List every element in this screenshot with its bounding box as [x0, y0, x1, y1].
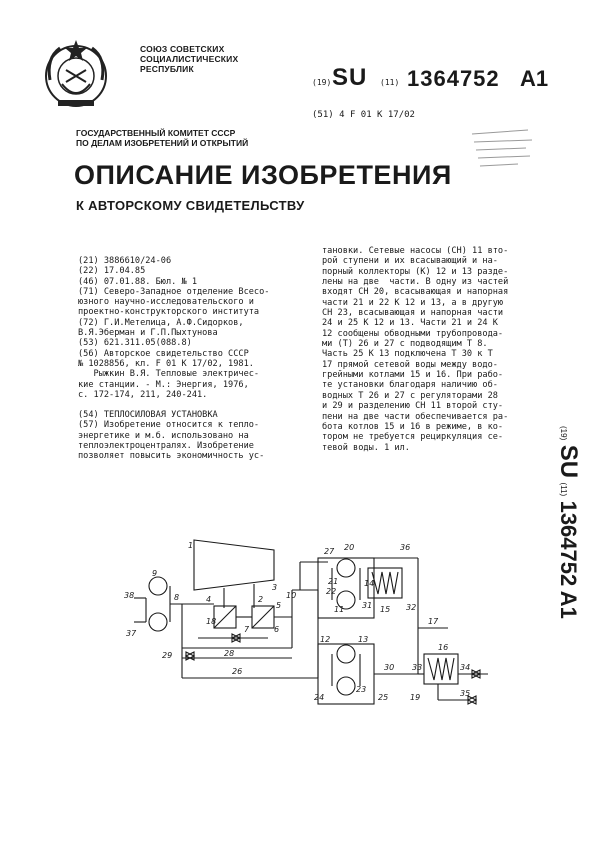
fig-label: 17 [428, 617, 439, 626]
abstract-line: грейными котлами 15 и 16. При рабо- [322, 370, 504, 381]
document-subtitle: К АВТОРСКОМУ СВИДЕТЕЛЬСТВУ [76, 198, 305, 213]
fig-label: 31 [362, 601, 373, 610]
fig-label: 33 [412, 663, 423, 672]
abstract-line: входят СН 20, всасывающая и напорная [322, 287, 509, 298]
bib-line: (56) Авторское свидетельство СССР [78, 348, 249, 359]
boiler-16 [424, 654, 458, 684]
bib-line: позволяет повысить экономичность ус- [78, 451, 265, 462]
library-stamp [468, 124, 538, 174]
bib-line [78, 400, 310, 410]
committee-line: ГОСУДАРСТВЕННЫЙ КОМИТЕТ СССР [76, 128, 236, 138]
fig-label: 24 [314, 693, 325, 702]
bib-line: (71) Северо-Западное отделение Всесо- [78, 286, 270, 297]
fig-label: 7 [244, 625, 250, 634]
abstract-line: рой ступени и их всасывающий и на- [322, 256, 498, 267]
side-patent-code [538, 426, 588, 686]
fig-label: 12 [320, 635, 331, 644]
ussr-emblem [36, 34, 116, 114]
abstract-line: порный коллекторы (К) 12 и 13 разде- [322, 266, 509, 277]
fig-label: 37 [126, 629, 137, 638]
turbine [194, 540, 274, 590]
fig-label: 16 [438, 643, 449, 652]
bib-line: (54) ТЕПЛОСИЛОВАЯ УСТАНОВКА [78, 410, 218, 421]
bibliography-column [78, 256, 310, 462]
fig-label: 25 [378, 693, 389, 702]
tag-19: (19) [312, 78, 332, 87]
pump-20 [337, 559, 355, 577]
bib-line: (21) 3886610/24-06 [78, 256, 172, 266]
bib-line: (53) 621.311.05(088.8) [78, 338, 192, 349]
kind-code: A1 [520, 66, 549, 91]
committee-line: ПО ДЕЛАМ ИЗОБРЕТЕНИЙ И ОТКРЫТИЙ [76, 138, 249, 148]
fig-label: 35 [460, 689, 471, 698]
fig-label: 13 [358, 635, 369, 644]
fig-label: 18 [206, 617, 217, 626]
ipc-classification [312, 110, 415, 120]
abstract-line: и 29 и разделению СН 11 второй сту- [322, 401, 504, 412]
ipc-code: F 01 K 17/02 [349, 110, 415, 120]
fig-label: 3 [272, 583, 278, 592]
fig-label: 36 [400, 543, 411, 552]
abstract-line: ми (Т) 26 и 27 с подводящим Т 8. [322, 339, 488, 350]
bib-line: кие станции. - М.: Энергия, 1976, [78, 379, 249, 390]
abstract-line: СН 23, всасывающая и напорная части [322, 308, 504, 319]
abstract-line: те установки благодаря наличию об- [322, 380, 498, 391]
fig-label: 6 [274, 625, 280, 634]
bib-line: с. 172-174, 211, 240-241. [78, 389, 208, 400]
fig-label: 2 [258, 595, 264, 604]
document-title: ОПИСАНИЕ ИЗОБРЕТЕНИЯ [74, 160, 452, 190]
bib-line: В.Я.Эберман и Г.П.Пыхтунова [78, 328, 218, 339]
union-name [140, 44, 290, 74]
union-line: СОЦИАЛИСТИЧЕСКИХ [140, 54, 239, 64]
bib-line: № 1028856, кл. F 01 K 17/02, 1981. [78, 358, 254, 369]
tag-11: (11) [380, 78, 400, 87]
side-code-rotated [554, 426, 582, 619]
fig-label: 22 [326, 587, 337, 596]
fig-label: 11 [334, 605, 345, 614]
union-line: РЕСПУБЛИК [140, 64, 194, 74]
bib-line: Рыжкин В.Я. Тепловые электричес- [78, 369, 260, 380]
fig-label: 10 [286, 591, 297, 600]
union-line: СОЮЗ СОВЕТСКИХ [140, 44, 225, 54]
side-number: 1364752 [556, 500, 581, 587]
fig-label: 30 [384, 663, 395, 672]
abstract-line: тевой воды. 1 ил. [322, 442, 410, 453]
bib-line: (46) 07.01.88. Бюл. № 1 [78, 276, 197, 287]
pump-23 [337, 677, 355, 695]
side-tag-19: (19) [559, 426, 568, 441]
abstract-line: части 21 и 22 К 12 и 13, а в другую [322, 297, 504, 308]
fig-label: 5 [276, 601, 282, 610]
fig-label: 29 [162, 651, 173, 660]
patent-identifier [312, 60, 572, 94]
abstract-line: лены на две части. В одну из частей [322, 277, 509, 288]
side-country: SU [555, 444, 582, 479]
ipc-tag: (51) 4 [312, 110, 345, 120]
abstract-line: 24 и 25 К 12 и 13. Части 21 и 24 К [322, 318, 498, 329]
fig-label: 15 [380, 605, 391, 614]
abstract-line: бота котлов 15 и 16 в режиме, в ко- [322, 421, 504, 432]
bib-line: (57) Изобретение относится к тепло- [78, 420, 260, 431]
bib-line: проектно-конструкторского института [78, 307, 260, 318]
fig-label: 38 [124, 591, 135, 600]
fig-label: 34 [460, 663, 471, 672]
abstract-line: тановки. Сетевые насосы (СН) 11 вто- [322, 246, 509, 256]
abstract-line: Часть 25 К 13 подключена Т 30 к Т [322, 349, 493, 360]
fig-label: 1 [188, 541, 194, 550]
fig-label: 21 [328, 577, 339, 586]
abstract-line: 17 прямой сетевой воды между водо- [322, 359, 498, 370]
fig-label: 27 [324, 547, 335, 556]
bib-line: юзного научно-исследовательского и [78, 297, 254, 308]
abstract-line: 12 сообщены обводными трубопровода- [322, 328, 504, 339]
abstract-line: водных Т 26 и 27 с регуляторами 28 [322, 390, 498, 401]
fig-label: 20 [344, 543, 355, 552]
country-code: SU [332, 64, 368, 91]
abstract-line: пени на две части обеспечивается ра- [322, 411, 509, 422]
fig-label: 23 [356, 685, 367, 694]
bib-line: (22) 17.04.85 [78, 266, 146, 277]
fig-label: 14 [364, 579, 375, 588]
fig-label: 9 [152, 569, 158, 578]
bib-line: энергетике и м.б. использовано на [78, 430, 249, 441]
pump-9 [149, 577, 167, 595]
patent-number: 1364752 [407, 66, 500, 91]
fig-label: 19 [410, 693, 421, 702]
pump-13 [337, 645, 355, 663]
abstract-line: тором не требуется рециркуляция се- [322, 432, 504, 443]
schematic-diagram [28, 528, 508, 718]
fig-label: 26 [232, 667, 243, 676]
fig-label: 32 [406, 603, 417, 612]
side-kind: A1 [556, 590, 581, 619]
fig-label: 8 [174, 593, 180, 602]
bib-line: (72) Г.И.Метелица, А.Ф.Сидорков, [78, 317, 244, 328]
pump-9b [149, 613, 167, 631]
abstract-column [322, 246, 554, 453]
side-tag-11: (11) [559, 482, 568, 497]
fig-label: 4 [206, 595, 212, 604]
fig-label: 28 [224, 649, 235, 658]
bib-line: теплоэлектроцентралях. Изобретение [78, 441, 254, 452]
committee-name [76, 128, 326, 148]
